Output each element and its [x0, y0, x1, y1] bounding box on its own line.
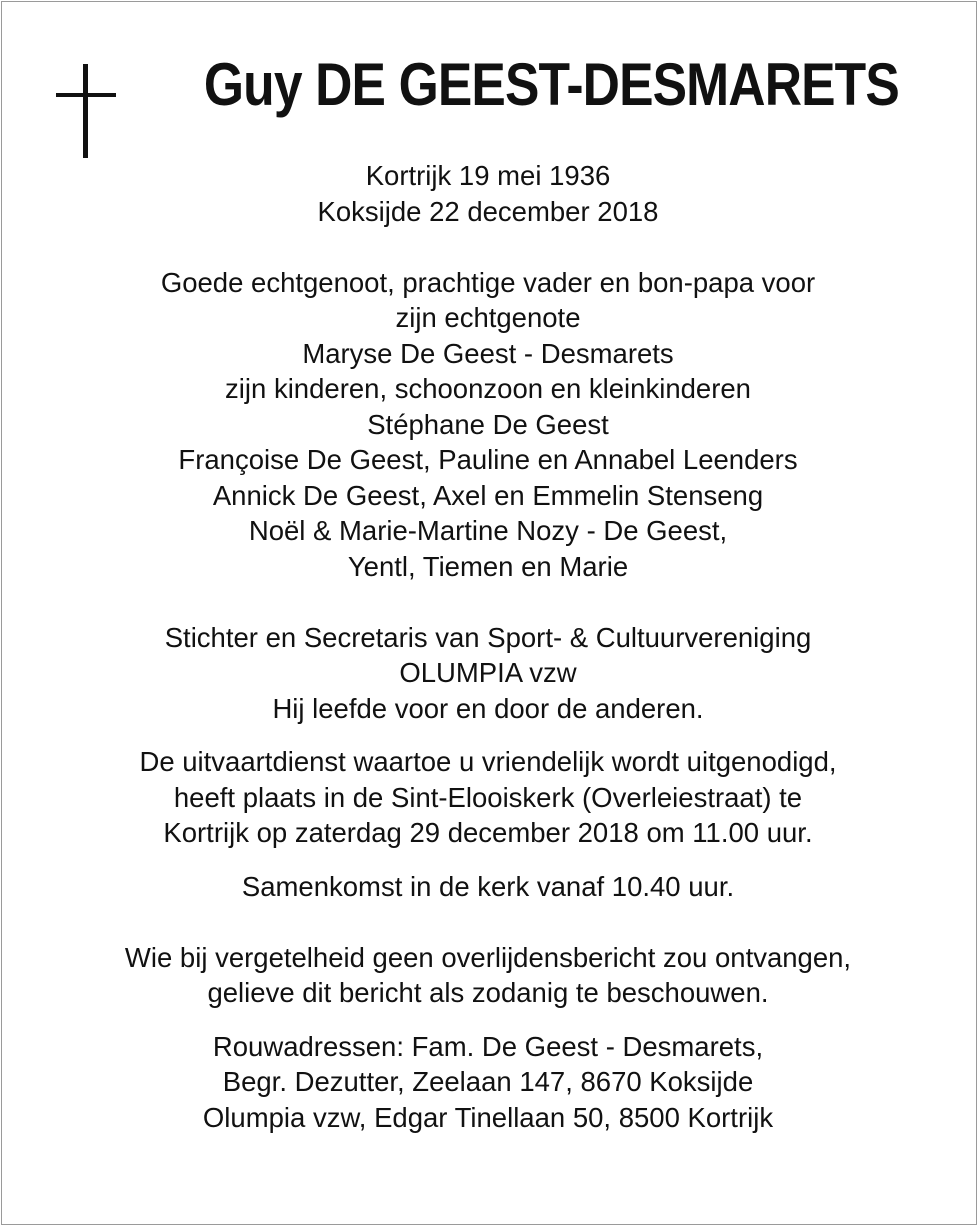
- tribute-line: Stichter en Secretaris van Sport- & Cultuurvereniging: [164, 621, 812, 653]
- family-line: Goede echtgenoot, prachtige vader en bon-papa voor: [160, 266, 816, 298]
- death-line: Koksijde 22 december 2018: [317, 195, 659, 227]
- family-block: [40, 265, 936, 585]
- tribute-line: OLUMPIA vzw: [399, 657, 577, 688]
- gathering-block: [40, 869, 936, 905]
- service-line: De uitvaartdienst waartoe u vriendelijk wordt uitgenodigd,: [139, 746, 837, 777]
- family-line: Maryse De Geest - Desmarets: [302, 337, 674, 369]
- deceased-name: Guy DE GEEST-DESMARETS: [203, 51, 899, 118]
- address-line: Rouwadressen: Fam. De Geest - Desmarets,: [212, 1030, 764, 1062]
- notice-line: gelieve dit bericht als zodanig te beschouwen.: [207, 977, 769, 1008]
- tribute-block: [40, 620, 936, 727]
- family-line: zijn echtgenote: [395, 302, 581, 333]
- family-line: Françoise De Geest, Pauline en Annabel Leenders: [178, 444, 798, 475]
- service-line: Kortrijk op zaterdag 29 december 2018 om 11.00 uur.: [163, 817, 813, 848]
- addresses-block: [40, 1029, 936, 1136]
- family-line: Stéphane De Geest: [367, 408, 609, 440]
- family-line: Noël & Marie-Martine Nozy - De Geest,: [248, 515, 728, 546]
- family-line: Yentl, Tiemen en Marie: [347, 550, 629, 582]
- service-line: heeft plaats in de Sint-Elooiskerk (Overleiestraat) te: [173, 781, 803, 813]
- notice-body: [40, 158, 936, 1135]
- address-line: Olumpia vzw, Edgar Tinellaan 50, 8500 Kortrijk: [202, 1101, 774, 1133]
- notice-block: [40, 940, 936, 1011]
- address-line: Begr. Dezutter, Zeelaan 147, 8670 Koksijde: [222, 1066, 754, 1097]
- dates-block: [40, 158, 936, 229]
- tribute-line: Hij leefde voor en door de anderen.: [272, 692, 704, 724]
- cross-icon: [56, 64, 116, 158]
- family-line: zijn kinderen, schoonzoon en kleinkinderen: [225, 373, 751, 404]
- birth-line: Kortrijk 19 mei 1936: [365, 160, 611, 191]
- family-line: Annick De Geest, Axel en Emmelin Stenseng: [212, 479, 764, 511]
- gathering-line: Samenkomst in de kerk vanaf 10.40 uur.: [241, 870, 735, 902]
- notice-line: Wie bij vergetelheid geen overlijdensbericht zou ontvangen,: [124, 941, 852, 973]
- service-block: [40, 744, 936, 851]
